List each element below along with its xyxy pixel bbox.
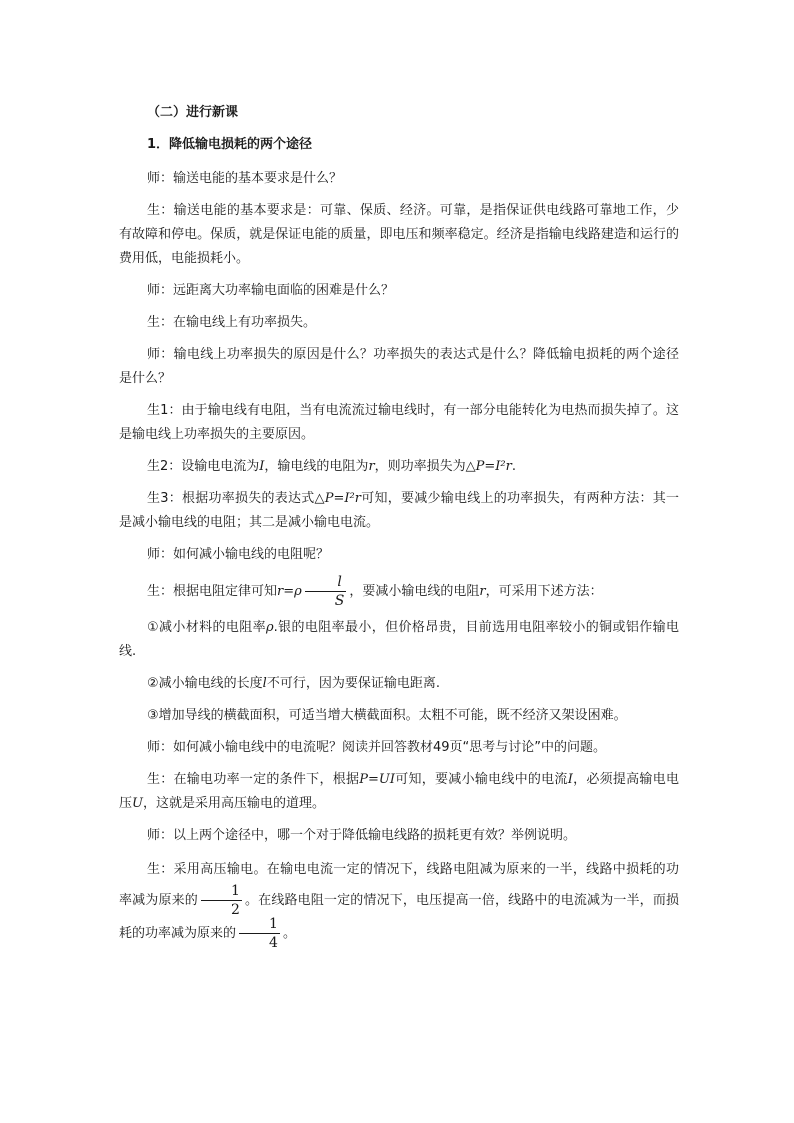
formula: P=I²r: [324, 491, 361, 506]
paragraph-8: [119, 487, 679, 535]
variable-rho: ρ: [266, 620, 274, 635]
paragraph-9: 师：如何减小输电线的电阻呢？: [147, 547, 330, 562]
variable-u: U: [132, 796, 143, 811]
fraction-numerator: 1: [201, 884, 242, 901]
variable-r: r: [479, 584, 486, 599]
text: ，要减小输电线的电阻: [349, 584, 480, 599]
paragraph-7: [119, 455, 679, 479]
text: .: [511, 459, 516, 474]
paragraph-16: 师：以上两个途径中，哪一个对于降低输电线路的损耗更有效？举例说明。: [147, 828, 577, 843]
paragraph-17: [119, 856, 679, 950]
text: ，输电线的电阻为: [264, 459, 369, 474]
text: ，则功率损失为△: [374, 459, 476, 474]
paragraph-2: 生：输送电能的基本要求是：可靠、保质、经济。可靠，是指保证供电线路可靠地工作，少有故障和停电。保质，就是保证电能的质量，即电压和频率稳定。经济是指输电线路建造和运行的费用低，电能损耗小。: [119, 203, 679, 266]
paragraph-5: 师：输电线上功率损失的原因是什么？功率损失的表达式是什么？降低输电损耗的两个途径是什么？: [119, 347, 679, 386]
text: 可知，要减小输电线中的电流: [394, 772, 568, 787]
variable-i: I: [259, 459, 265, 474]
fraction-l-over-s: [305, 575, 347, 608]
variable-i: I: [567, 772, 573, 787]
formula: P=UI: [359, 772, 395, 787]
text: 生：根据电阻定律可知: [147, 584, 278, 599]
text: 。在线路电阻一定的情况下，电压提高一倍，线路中的电流减为一半，而损耗的功率减为原来的: [119, 893, 679, 941]
paragraph-10: [119, 575, 679, 608]
variable-l: l: [262, 676, 267, 691]
paragraph-14: 师：如何减小输电线中的电流呢？阅读并回答教材49页“思考与讨论”中的问题。: [147, 740, 607, 755]
variable-r: r: [368, 459, 375, 474]
text: ，可采用下述方法：: [485, 584, 603, 599]
paragraph-15: [119, 768, 679, 816]
formula: P=I²r: [475, 459, 512, 474]
text: ①减小材料的电阻率: [147, 620, 267, 635]
text: 不可行，因为要保证输电距离.: [266, 676, 440, 691]
fraction-denominator: S: [334, 593, 345, 609]
subsection-title: 1．降低输电损耗的两个途径: [147, 137, 313, 152]
paragraph-1: 师：输送电能的基本要求是什么？: [147, 171, 343, 186]
fraction-one-quarter: [239, 917, 280, 950]
paragraph-6: 生1：由于输电线有电阻，当有电流流过输电线时，有一部分电能转化为电热而损失掉了。这是输电线上功率损失的主要原因。: [119, 403, 679, 442]
fraction-one-half: [201, 884, 242, 917]
text: 可知，要减少输电线上的功率损失，有两种方法：其一是减小输电线的电阻；其二是减小输电电流。: [119, 491, 679, 530]
text: ，必须提高输电电压: [119, 772, 679, 811]
text: ②减小输电线的长度: [147, 676, 263, 691]
paragraph-3: 师：远距离大功率输电面临的困难是什么？: [147, 283, 395, 298]
text: 生：采用高压输电。在输电电流一定的情况下，线路电阻减为原来的一半，线路中损耗的功率减为原来的: [119, 862, 679, 908]
paragraph-4: 生：在输电线上有功率损失。: [147, 315, 317, 330]
fraction-numerator: l: [305, 575, 347, 592]
text: .银的电阻率最小，但价格昂贵，目前选用电阻率较小的铜或铝作输电线.: [119, 620, 679, 659]
fraction-denominator: 4: [269, 935, 278, 951]
section-title: （二）进行新课: [147, 105, 239, 120]
text: 生：在输电功率一定的条件下，根据: [147, 772, 360, 787]
paragraph-12: [119, 672, 679, 696]
formula-lhs: r=ρ: [277, 584, 302, 599]
fraction-denominator: 2: [230, 902, 240, 918]
lesson-content: [119, 101, 679, 958]
fraction-numerator: 1: [239, 917, 280, 934]
text: 生2：设输电电流为: [147, 459, 260, 474]
text: 。: [282, 926, 296, 941]
text: ，这就是采用高压输电的道理。: [142, 796, 325, 811]
paragraph-13: ③增加导线的横截面积，可适当增大横截面积。太粗不可能，既不经济又架设困难。: [147, 708, 627, 723]
text: 生3：根据功率损失的表达式△: [147, 491, 325, 506]
paragraph-11: [119, 616, 679, 664]
